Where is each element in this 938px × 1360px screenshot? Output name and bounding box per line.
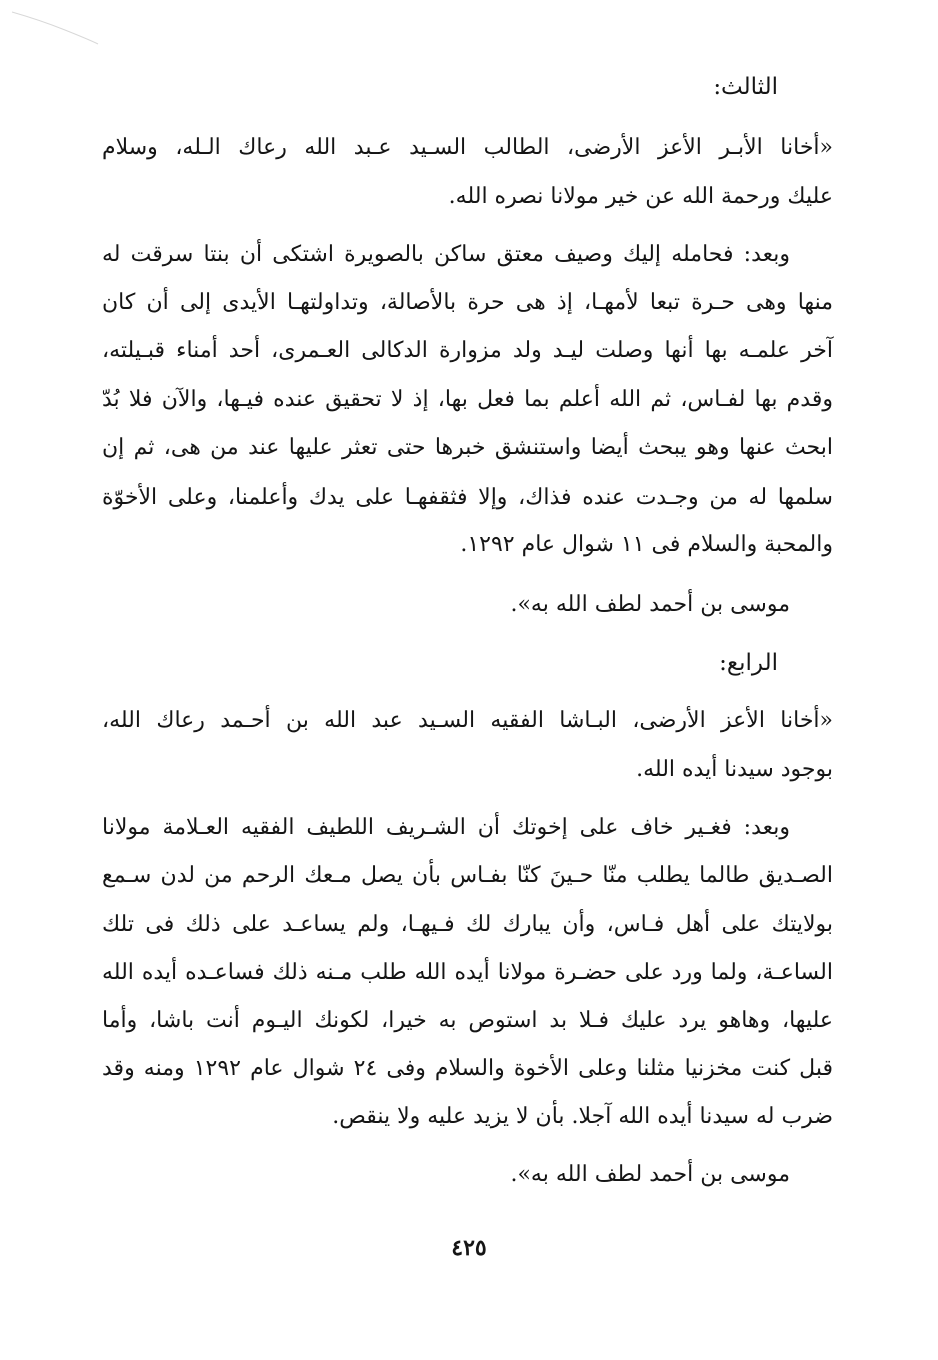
section-heading-fourth: الرابع:	[719, 650, 778, 676]
letter-body-line: سلمها له من وجـدت عنده فذاك، وإلا فثقفهـا على يدك وأعلمنا، وعلى الأخوّة	[102, 485, 833, 510]
letter-signature: موسى بن أحمد لطف الله به».	[510, 592, 790, 617]
letter-body-line: قبل كنت مخزنيا مثلنا وعلى الأخوة والسلام وفى ٢٤ شوال عام ١٢٩٢ ومنه وقد	[102, 1056, 833, 1081]
letter-body-line: وقدم بها لفـاس، ثم الله أعلم بما فعل بها، إذ لا تحقيق عنده فيـها، والآن فلا بُدّ	[102, 387, 833, 412]
letter-opening-line: «أخانا الأعز الأرضى، البـاشا الفقيه السـيد عبد الله بن أحـمد رعاك الله،	[102, 708, 833, 733]
letter-opening-line: «أخانا الأبـر الأعز الأرضى، الطالب السـيد عـبد الله رعاك الـله، وسلام	[102, 135, 833, 160]
letter-body-line: الساعـة، ولما ورد على حضـرة مولانا أيده الله طلب مـنه ذلك فساعـده أيده الله	[102, 960, 833, 985]
letter-body-line: ضرب له سيدنا أيده الله آجلا. بأن لا يزيد عليه ولا ينقص.	[332, 1104, 833, 1129]
letter-signature: موسى بن أحمد لطف الله به».	[510, 1162, 790, 1187]
letter-body-line: والمحبة والسلام فى ١١ شوال عام ١٢٩٢.	[460, 532, 833, 557]
scan-artifact-mark	[10, 8, 100, 48]
letter-body-line: وبعد: فحامله إليك وصيف معتق ساكن بالصويرة اشتكى أن بنتا سرقت له	[102, 242, 790, 267]
letter-body-line: عليها، وهاهو يرد عليك فـلا بد استوص به خيرا، لكونك اليـوم أنت باشا، وأما	[102, 1008, 833, 1033]
page-number: ٤٢٥	[451, 1235, 487, 1261]
letter-opening-line: بوجود سيدنا أيده الله.	[636, 757, 833, 782]
letter-body-line: ابحث عنها وهو يبحث أيضا واستنشق خبرها حتى تعثر عليها عند من هى، ثم إن	[102, 435, 833, 460]
section-heading-third: الثالث:	[713, 74, 778, 100]
letter-body-line: منها وهى حـرة تبعا لأمهـا، إذ هى حرة بالأصالة، وتداولتهـا الأيدى إلى أن كان	[102, 290, 833, 315]
letter-body-line: الصـديق طالما يطلب منّا حـينَ كنّا بفـاس بأن يصل مـعك الرحم من لدن سـمع	[102, 863, 833, 888]
letter-body-line: وبعد: فغـير خاف على إخوتك أن الشـريف اللطيف الفقيه العـلامة مولانا	[102, 815, 790, 840]
letter-body-line: بولايتك على أهل فـاس، وأن يبارك لك فـيهـا، ولم يساعـد على ذلك فى تلك	[102, 912, 833, 937]
letter-body-line: آخر علمـه بها أنها وصلت ليـد ولد مزوارة الدكالى العـمرى، أحد أمناء قبـيلته،	[102, 338, 833, 363]
letter-opening-line: عليك ورحمة الله عن خير مولانا نصره الله.	[448, 184, 833, 209]
